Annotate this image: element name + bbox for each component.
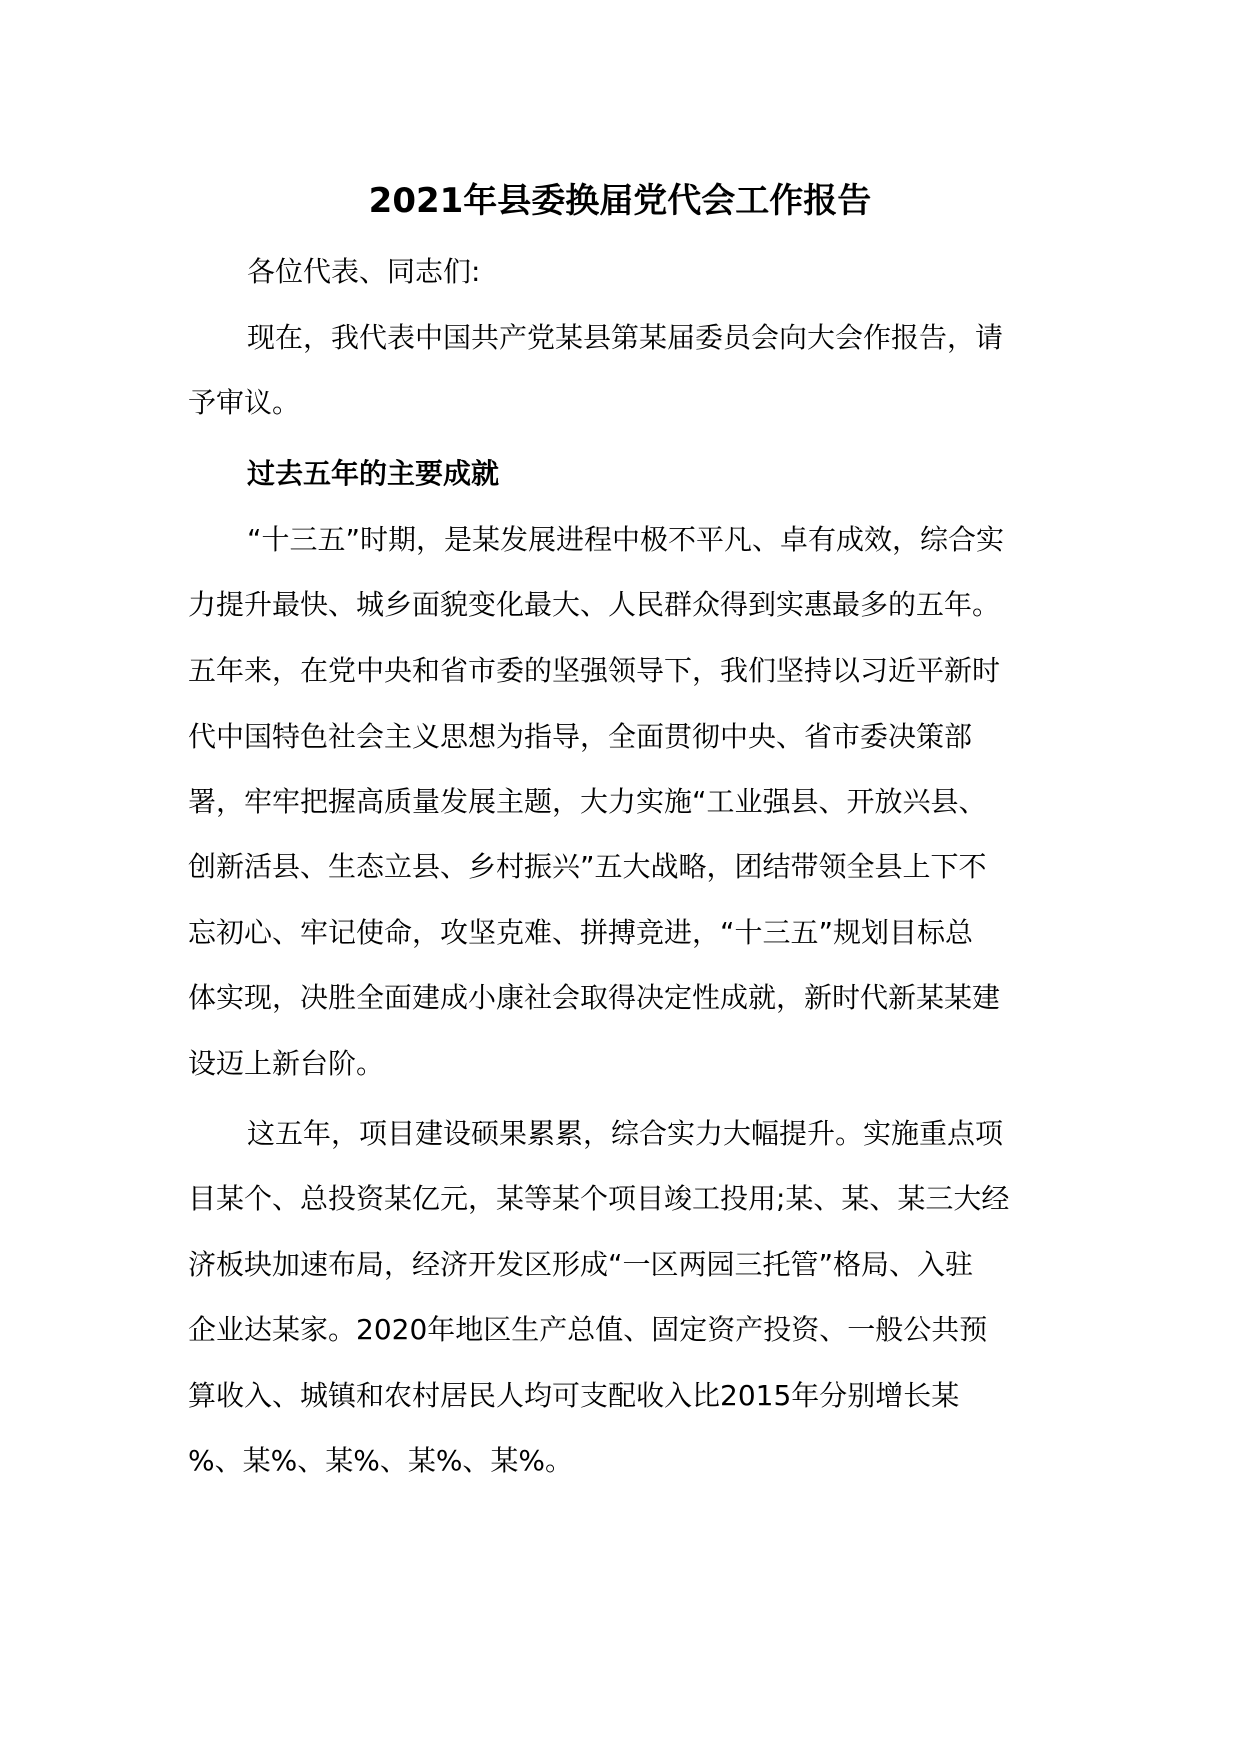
paragraph-line: 代中国特色社会主义思想为指导，全面贯彻中央、省市委决策部 — [188, 720, 973, 753]
intro-line: 予审议。 — [188, 386, 301, 419]
paragraph-line: 目某个、总投资某亿元，某等某个项目竣工投用;某、某、某三大经 — [188, 1182, 1010, 1215]
paragraph-line: 创新活县、生态立县、乡村振兴”五大战略，团结带领全县上下不 — [188, 850, 987, 883]
paragraph-line: 这五年，项目建设硕果累累，综合实力大幅提升。实施重点项 — [247, 1117, 1004, 1150]
paragraph-line: 济板块加速布局，经济开发区形成“一区两园三托管”格局、入驻 — [188, 1248, 974, 1281]
paragraph-line: 力提升最快、城乡面貌变化最大、人民群众得到实惠最多的五年。 — [188, 588, 1001, 621]
paragraph-line: 忘初心、牢记使命，攻坚克难、拼搏竞进，“十三五”规划目标总 — [188, 916, 974, 949]
paragraph-line: 算收入、城镇和农村居民人均可支配收入比2015年分别增长某 — [188, 1379, 960, 1412]
section-heading: 过去五年的主要成就 — [247, 457, 500, 490]
paragraph-line: “十三五”时期，是某发展进程中极不平凡、卓有成效，综合实 — [247, 523, 1005, 556]
paragraph-line: 体实现，决胜全面建成小康社会取得决定性成就，新时代新某某建 — [188, 981, 1001, 1014]
intro-line: 现在，我代表中国共产党某县第某届委员会向大会作报告，请 — [247, 321, 1004, 354]
salutation: 各位代表、同志们: — [247, 255, 481, 288]
document-title: 2021年县委换届党代会工作报告 — [368, 181, 872, 221]
paragraph-line: 设迈上新台阶。 — [188, 1047, 385, 1080]
paragraph-line: %、某%、某%、某%、某%。 — [188, 1444, 574, 1477]
paragraph-line: 署，牢牢把握高质量发展主题，大力实施“工业强县、开放兴县、 — [188, 785, 987, 818]
paragraph-line: 五年来，在党中央和省市委的坚强领导下，我们坚持以习近平新时 — [188, 654, 1001, 687]
paragraph-line: 企业达某家。2020年地区生产总值、固定资产投资、一般公共预 — [188, 1313, 988, 1346]
